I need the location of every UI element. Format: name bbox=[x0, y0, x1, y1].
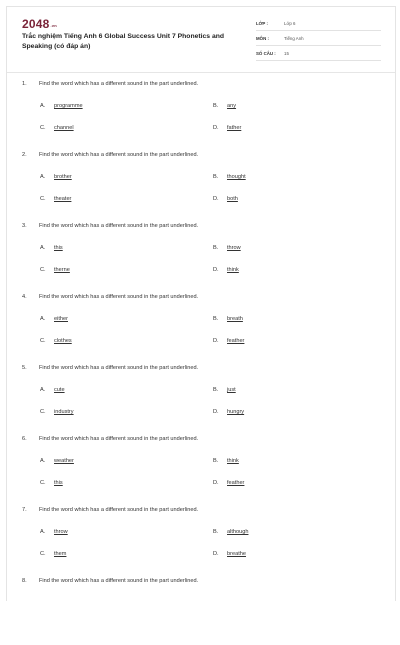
answer-option-b[interactable] bbox=[213, 245, 241, 251]
option-word: this bbox=[54, 245, 63, 251]
question-text: Find the word which has a different sound in the part underlined. bbox=[39, 365, 199, 371]
option-word: breath bbox=[227, 316, 243, 322]
question-text: Find the word which has a different sound in the part underlined. bbox=[39, 81, 199, 87]
question-text: Find the word which has a different sound in the part underlined. bbox=[39, 578, 199, 584]
header-divider bbox=[7, 72, 395, 73]
option-letter: D. bbox=[213, 480, 219, 486]
option-letter: D. bbox=[213, 409, 219, 415]
question-prompt bbox=[22, 223, 198, 229]
option-word: them bbox=[54, 551, 67, 557]
question-number: 5. bbox=[22, 365, 27, 371]
question-text: Find the word which has a different sound in the part underlined. bbox=[39, 507, 199, 513]
answer-option-c[interactable] bbox=[40, 125, 74, 131]
option-word: theater bbox=[54, 196, 72, 202]
option-word: hungry bbox=[227, 409, 245, 415]
option-word: industry bbox=[54, 409, 74, 415]
answer-option-a[interactable] bbox=[40, 529, 68, 535]
option-word: programme bbox=[54, 103, 83, 109]
question-number: 7. bbox=[22, 507, 27, 513]
option-word: this bbox=[54, 480, 63, 486]
answer-option-d[interactable] bbox=[213, 125, 241, 131]
option-letter: B. bbox=[213, 387, 219, 393]
question-item bbox=[7, 290, 395, 361]
option-word: feather bbox=[227, 480, 245, 486]
option-letter: A. bbox=[40, 529, 46, 535]
option-letter: C. bbox=[40, 267, 46, 273]
document-page bbox=[6, 6, 396, 601]
option-letter: D. bbox=[213, 196, 219, 202]
option-letter: B. bbox=[213, 529, 219, 535]
answer-option-a[interactable] bbox=[40, 103, 83, 109]
question-prompt bbox=[22, 294, 198, 300]
option-word: throw bbox=[54, 529, 68, 535]
question-prompt bbox=[22, 365, 198, 371]
option-letter: B. bbox=[213, 245, 219, 251]
question-number: 8. bbox=[22, 578, 27, 584]
option-word: throw bbox=[227, 245, 241, 251]
answer-option-b[interactable] bbox=[213, 316, 243, 322]
option-letter: A. bbox=[40, 174, 46, 180]
option-letter: C. bbox=[40, 196, 46, 202]
answer-option-a[interactable] bbox=[40, 458, 74, 464]
answer-option-d[interactable] bbox=[213, 338, 244, 344]
question-text: Find the word which has a different sound in the part underlined. bbox=[39, 152, 199, 158]
meta-row-class bbox=[256, 16, 381, 31]
meta-info bbox=[256, 16, 381, 61]
option-word: feather bbox=[227, 338, 245, 344]
question-number: 6. bbox=[22, 436, 27, 442]
option-letter: B. bbox=[213, 103, 219, 109]
answer-option-a[interactable] bbox=[40, 245, 63, 251]
option-word: therne bbox=[54, 267, 70, 273]
answer-option-d[interactable] bbox=[213, 267, 239, 273]
option-letter: C. bbox=[40, 338, 46, 344]
option-word: although bbox=[227, 529, 249, 535]
option-letter: A. bbox=[40, 387, 46, 393]
answer-option-b[interactable] bbox=[213, 387, 236, 393]
answer-option-a[interactable] bbox=[40, 316, 68, 322]
question-number: 4. bbox=[22, 294, 27, 300]
question-item bbox=[7, 219, 395, 290]
option-letter: C. bbox=[40, 480, 46, 486]
question-text: Find the word which has a different sound in the part underlined. bbox=[39, 223, 199, 229]
option-letter: A. bbox=[40, 458, 46, 464]
question-number: 1. bbox=[22, 81, 27, 87]
option-letter: A. bbox=[40, 245, 46, 251]
option-word: cute bbox=[54, 387, 65, 393]
option-letter: C. bbox=[40, 551, 46, 557]
logo-text: 2048 bbox=[22, 17, 50, 31]
option-letter: D. bbox=[213, 338, 219, 344]
class-value: Lớp 6 bbox=[284, 20, 296, 26]
subject-label: MÔN : bbox=[256, 35, 269, 41]
class-label: LỚP : bbox=[256, 20, 268, 26]
page-title: Trắc nghiệm Tiếng Anh 6 Global Success Unit 7 Phonetics and Speaking (có đáp án) bbox=[22, 33, 225, 50]
answer-option-d[interactable] bbox=[213, 480, 244, 486]
question-item bbox=[7, 148, 395, 219]
option-word: breathe bbox=[227, 551, 246, 557]
question-prompt bbox=[22, 436, 198, 442]
option-letter: C. bbox=[40, 409, 46, 415]
answer-option-d[interactable] bbox=[213, 196, 238, 202]
option-word: father bbox=[227, 125, 242, 131]
answer-option-c[interactable] bbox=[40, 480, 63, 486]
question-item bbox=[7, 432, 395, 503]
answer-option-c[interactable] bbox=[40, 409, 74, 415]
option-letter: B. bbox=[213, 458, 219, 464]
answer-option-c[interactable] bbox=[40, 196, 71, 202]
question-prompt bbox=[22, 507, 198, 513]
logo-suffix: .vn bbox=[50, 23, 57, 28]
answer-option-b[interactable] bbox=[213, 103, 236, 109]
meta-row-subject bbox=[256, 31, 381, 46]
option-word: either bbox=[54, 316, 68, 322]
option-word: both bbox=[227, 196, 238, 202]
question-number: 3. bbox=[22, 223, 27, 229]
option-letter: D. bbox=[213, 267, 219, 273]
answer-option-d[interactable] bbox=[213, 409, 244, 415]
option-word: thought bbox=[227, 174, 246, 180]
meta-row-count bbox=[256, 46, 381, 61]
question-text: Find the word which has a different sound in the part underlined. bbox=[39, 436, 199, 442]
option-word: clothes bbox=[54, 338, 72, 344]
option-letter: D. bbox=[213, 125, 219, 131]
site-logo[interactable] bbox=[22, 17, 57, 31]
question-count-value: 15 bbox=[284, 50, 289, 56]
option-word: channel bbox=[54, 125, 74, 131]
option-word: think bbox=[227, 267, 239, 273]
question-list bbox=[7, 77, 395, 645]
option-word: brother bbox=[54, 174, 72, 180]
question-item bbox=[7, 361, 395, 432]
option-letter: A. bbox=[40, 103, 46, 109]
option-letter: A. bbox=[40, 316, 46, 322]
question-item bbox=[7, 574, 395, 645]
answer-option-a[interactable] bbox=[40, 174, 72, 180]
answer-option-c[interactable] bbox=[40, 551, 66, 557]
question-prompt bbox=[22, 152, 198, 158]
answer-option-a[interactable] bbox=[40, 387, 65, 393]
question-number: 2. bbox=[22, 152, 27, 158]
option-word: think bbox=[227, 458, 239, 464]
question-prompt bbox=[22, 81, 198, 87]
answer-option-c[interactable] bbox=[40, 267, 70, 273]
option-letter: D. bbox=[213, 551, 219, 557]
question-item bbox=[7, 503, 395, 574]
answer-option-b[interactable] bbox=[213, 529, 248, 535]
question-item bbox=[7, 77, 395, 148]
question-text: Find the word which has a different sound in the part underlined. bbox=[39, 294, 199, 300]
option-letter: B. bbox=[213, 316, 219, 322]
answer-option-c[interactable] bbox=[40, 338, 72, 344]
subject-value: Tiếng Anh bbox=[284, 35, 304, 41]
option-word: just bbox=[227, 387, 236, 393]
answer-option-d[interactable] bbox=[213, 551, 246, 557]
answer-option-b[interactable] bbox=[213, 458, 239, 464]
answer-option-b[interactable] bbox=[213, 174, 246, 180]
option-word: any bbox=[227, 103, 237, 109]
question-count-label: SỐ CÂU : bbox=[256, 50, 276, 56]
document-header bbox=[7, 7, 395, 69]
question-prompt bbox=[22, 578, 198, 584]
option-word: weather bbox=[54, 458, 74, 464]
option-letter: C. bbox=[40, 125, 46, 131]
option-letter: B. bbox=[213, 174, 219, 180]
